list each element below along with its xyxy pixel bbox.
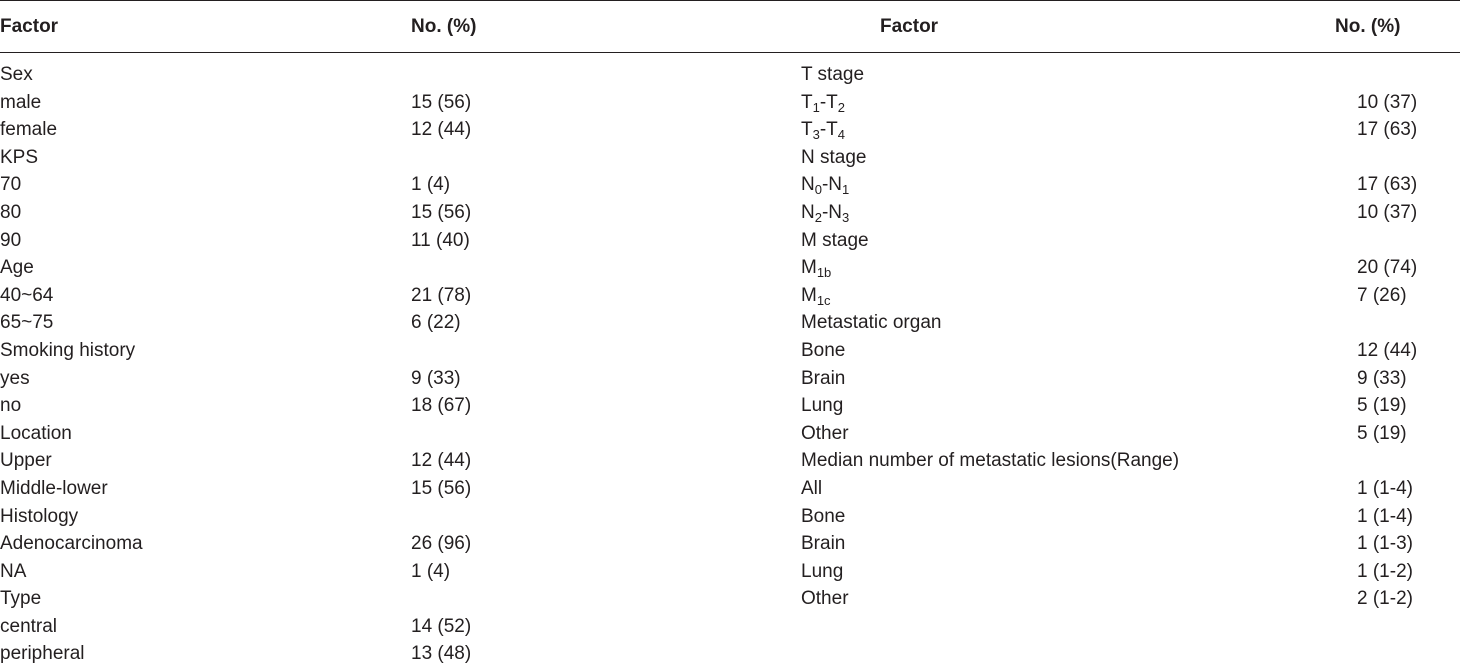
table-row <box>801 447 1451 475</box>
table-row <box>0 420 560 448</box>
label-text: -T <box>819 91 838 113</box>
table-row <box>0 337 560 365</box>
table-row <box>801 392 1451 420</box>
table-row <box>801 309 1451 337</box>
factor-label <box>801 447 1179 475</box>
count-value: 11 (40) <box>411 229 470 251</box>
label-text: Metastatic organ <box>801 312 942 334</box>
header-value-left: No. (%) <box>411 16 477 37</box>
subscript: 4 <box>837 127 846 143</box>
table-row <box>0 530 560 558</box>
count-value: 14 (52) <box>411 615 472 637</box>
factor-label: Location <box>0 422 72 444</box>
label-text: Brain <box>801 367 846 389</box>
count-value: 2 (1-2) <box>1357 588 1413 610</box>
factor-label <box>801 89 845 117</box>
factor-label: KPS <box>0 146 39 168</box>
table-row <box>0 199 560 227</box>
subscript: 3 <box>842 209 850 225</box>
count-value: 12 (44) <box>411 450 472 472</box>
label-text: N <box>801 174 815 196</box>
factor-label <box>801 558 843 586</box>
table-row <box>801 199 1451 227</box>
factor-label: Sex <box>0 64 33 85</box>
label-text: -N <box>821 201 843 223</box>
table-row <box>801 227 1451 255</box>
count-value: 17 (63) <box>1357 174 1418 196</box>
count-value: 15 (56) <box>411 91 472 113</box>
table-row <box>0 282 560 310</box>
table-row <box>0 613 560 641</box>
table-row <box>801 337 1451 365</box>
right-column <box>801 61 1451 613</box>
factor-label: 90 <box>0 229 22 251</box>
factor-label: Histology <box>0 505 79 527</box>
table-row <box>801 61 1451 89</box>
table-row <box>801 475 1451 503</box>
table-row <box>0 171 560 199</box>
count-value: 10 (37) <box>1357 201 1418 223</box>
label-text: T <box>801 119 813 141</box>
table-row <box>801 116 1451 144</box>
factor-label: 70 <box>0 174 22 196</box>
factor-label <box>801 585 849 613</box>
factor-label <box>801 199 849 227</box>
table-row <box>801 171 1451 199</box>
table-row <box>0 447 560 475</box>
factor-label: Age <box>0 257 34 279</box>
count-value: 1 (4) <box>411 560 451 582</box>
factor-label: 80 <box>0 201 22 223</box>
count-value: 7 (26) <box>1357 284 1407 306</box>
subscript: 3 <box>812 127 820 143</box>
count-value: 6 (22) <box>411 312 461 334</box>
table-row <box>801 503 1451 531</box>
label-text: M <box>801 284 817 306</box>
label-text: Bone <box>801 505 846 527</box>
factor-label: Upper <box>0 450 52 472</box>
table-row <box>801 420 1451 448</box>
table-row <box>0 475 560 503</box>
count-value: 5 (19) <box>1357 395 1407 417</box>
table-top-rule <box>0 0 1460 1</box>
factor-label: Adenocarcinoma <box>0 533 143 555</box>
factor-label: NA <box>0 560 27 582</box>
factor-label: peripheral <box>0 643 85 665</box>
table-row <box>0 61 560 89</box>
table-row <box>801 530 1451 558</box>
count-value: 17 (63) <box>1357 119 1418 141</box>
subscript: 1b <box>816 265 832 281</box>
factor-label <box>801 392 843 420</box>
factor-label <box>801 61 864 89</box>
label-text: Median number of metastatic lesions(Range) <box>801 450 1180 472</box>
count-value: 10 (37) <box>1357 91 1418 113</box>
count-value: 1 (1-3) <box>1357 533 1413 555</box>
factor-label <box>801 171 849 199</box>
header-factor-left: Factor <box>0 16 59 37</box>
label-text: N <box>801 201 815 223</box>
factor-label <box>801 227 869 255</box>
table-header-rule <box>0 52 1460 53</box>
count-value: 5 (19) <box>1357 422 1407 444</box>
count-value: 1 (1-2) <box>1357 560 1413 582</box>
factor-label <box>801 503 845 531</box>
label-text: T <box>801 91 813 113</box>
header-value-right: No. (%) <box>1335 16 1401 37</box>
factor-label: 65~75 <box>0 312 54 334</box>
subscript: 1 <box>842 182 850 198</box>
table-row <box>0 116 560 144</box>
table-row <box>0 254 560 282</box>
label-text: M stage <box>801 229 869 251</box>
factor-label <box>801 337 845 365</box>
factor-label <box>801 254 831 282</box>
table-row <box>801 144 1451 172</box>
count-value: 18 (67) <box>411 395 472 417</box>
label-text: T stage <box>801 64 865 85</box>
count-value: 12 (44) <box>1357 339 1418 361</box>
factor-label: Middle-lower <box>0 477 108 499</box>
label-text: -N <box>821 174 843 196</box>
left-column <box>0 61 560 668</box>
factor-label: no <box>0 395 22 417</box>
table-row <box>0 144 560 172</box>
table-row <box>0 365 560 393</box>
count-value: 20 (74) <box>1357 257 1418 279</box>
factor-label <box>801 116 845 144</box>
factor-label: male <box>0 91 42 113</box>
count-value: 15 (56) <box>411 477 472 499</box>
table-row <box>801 558 1451 586</box>
header-factor-right: Factor <box>880 16 939 37</box>
count-value: 1 (1-4) <box>1357 505 1413 527</box>
count-value: 1 (1-4) <box>1357 477 1413 499</box>
factor-label <box>801 475 822 503</box>
table-row <box>0 309 560 337</box>
table-row <box>0 392 560 420</box>
label-text: -T <box>819 119 838 141</box>
factor-label <box>801 530 845 558</box>
factor-label <box>801 420 849 448</box>
label-text: N stage <box>801 146 867 168</box>
count-value: 21 (78) <box>411 284 472 306</box>
factor-label <box>801 282 831 310</box>
factor-label: yes <box>0 367 30 389</box>
label-text: Lung <box>801 395 844 417</box>
subscript: 1c <box>816 292 831 308</box>
table-row <box>0 89 560 117</box>
count-value: 9 (33) <box>411 367 461 389</box>
count-value: 12 (44) <box>411 119 472 141</box>
count-value: 9 (33) <box>1357 367 1407 389</box>
table-row <box>0 503 560 531</box>
label-text: Other <box>801 422 849 444</box>
label-text: Brain <box>801 533 846 555</box>
count-value: 26 (96) <box>411 533 472 555</box>
count-value: 13 (48) <box>411 643 472 665</box>
table-row <box>0 227 560 255</box>
label-text: Bone <box>801 339 846 361</box>
count-value: 15 (56) <box>411 201 472 223</box>
table-row <box>801 365 1451 393</box>
factor-label <box>801 365 845 393</box>
table-row <box>801 89 1451 117</box>
table-row <box>801 585 1451 613</box>
subscript: 2 <box>814 209 822 225</box>
factor-label <box>801 144 866 172</box>
table-row <box>801 282 1451 310</box>
table-row <box>801 254 1451 282</box>
factor-label: Type <box>0 588 42 610</box>
table-row <box>0 585 560 613</box>
factor-label <box>801 309 941 337</box>
factor-label: 40~64 <box>0 284 54 306</box>
subscript: 0 <box>814 182 822 198</box>
factor-label: female <box>0 119 58 141</box>
label-text: Other <box>801 588 849 610</box>
label-text: M <box>801 257 817 279</box>
factor-label: central <box>0 615 58 637</box>
subscript: 1 <box>812 99 820 115</box>
count-value: 1 (4) <box>411 174 451 196</box>
label-text: All <box>801 477 823 499</box>
table-row <box>0 558 560 586</box>
subscript: 2 <box>837 99 846 115</box>
label-text: Lung <box>801 560 844 582</box>
factor-label: Smoking history <box>0 339 136 361</box>
